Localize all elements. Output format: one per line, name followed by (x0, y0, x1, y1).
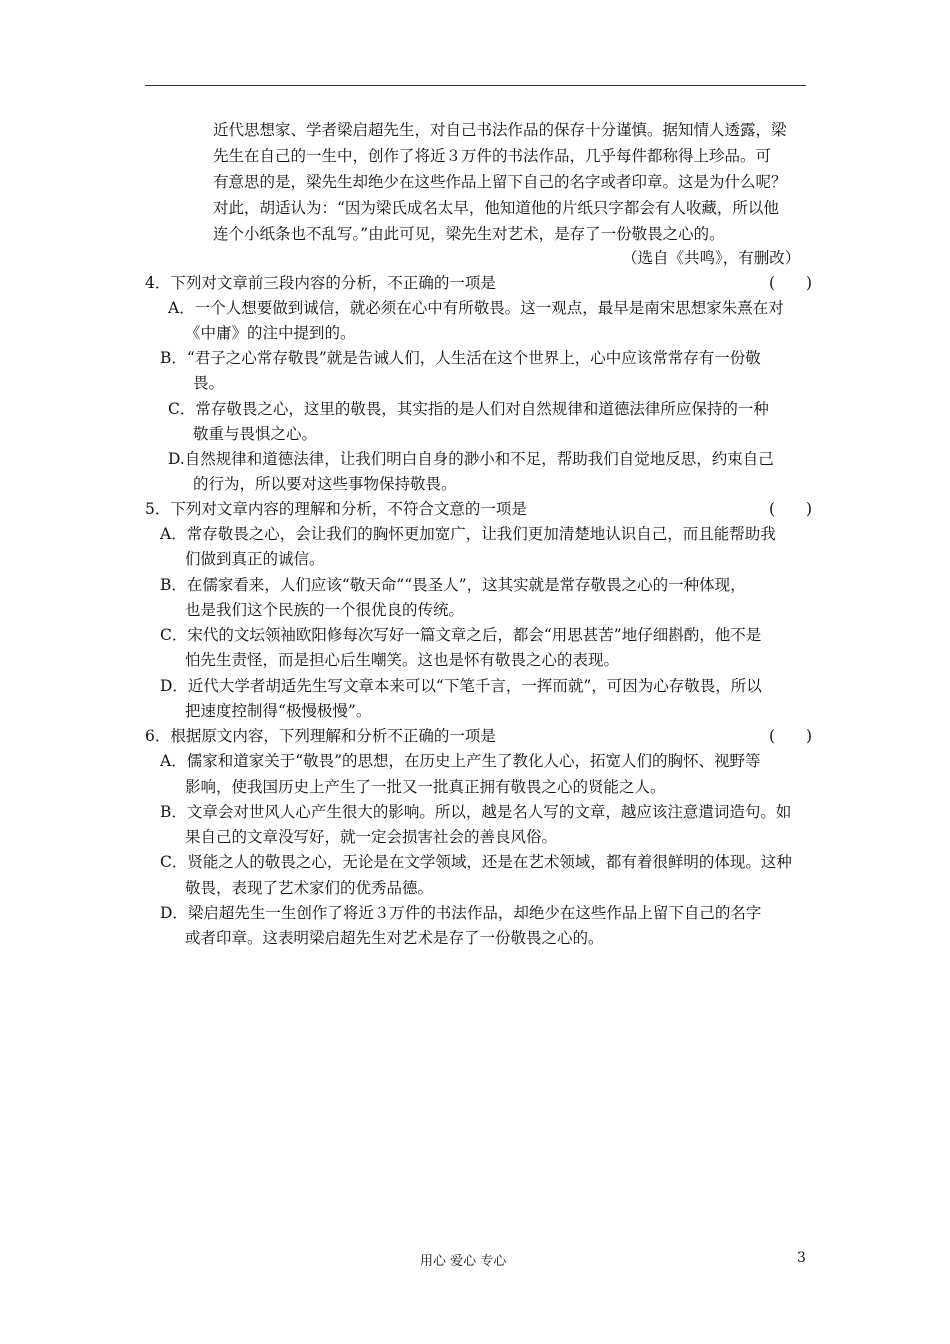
question-6-stem: 6．根据原文内容，下列理解和分析不正确的一项是 (145, 727, 496, 745)
question-5-stem: 5．下列对文章内容的理解和分析，不符合文意的一项是 (145, 500, 527, 518)
question-5-answer-bracket: ( ) (769, 500, 813, 518)
question-4-option-a-line-2: 《中庸》的注中提到的。 (185, 324, 356, 342)
question-4-option-c-line-1: C．常存敬畏之心，这里的敬畏，其实指的是人们对自然规律和道德法律所应保持的一种 (168, 400, 769, 418)
passage-line-5: 连个小纸条也不乱写。”由此可见，梁先生对艺术，是存了一份敬畏之心的。 (213, 225, 725, 243)
question-6-option-d-line-2: 或者印章。这表明梁启超先生对艺术是存了一份敬畏之心的。 (185, 929, 604, 947)
question-6-answer-bracket: ( ) (769, 727, 813, 745)
question-4-option-b-line-1: B．“君子之心常存敬畏”就是告诫人们，人生活在这个世界上，心中应该常常存有一份敬 (160, 349, 761, 367)
question-4-option-b-line-2: 畏。 (193, 374, 225, 392)
header-rule (145, 85, 806, 86)
question-5-option-b-line-1: B．在儒家看来，人们应该“敬天命”“畏圣人”，这其实就是常存敬畏之心的一种体现， (160, 576, 746, 594)
question-6-option-b-line-1: B．文章会对世风人心产生很大的影响。所以，越是名人写的文章，越应该注意遣词造句。如 (160, 803, 792, 821)
page-number: 3 (797, 1250, 806, 1266)
question-5-option-c-line-2: 怕先生责怪，而是担心后生嘲笑。这也是怀有敬畏之心的表现。 (185, 651, 620, 669)
question-6-option-b-line-2: 果自己的文章没写好，就一定会损害社会的善良风俗。 (185, 828, 558, 846)
question-4-answer-bracket: ( ) (769, 274, 813, 292)
question-4-option-c-line-2: 敬重与畏惧之心。 (193, 425, 318, 443)
passage-line-3: 有意思的是，梁先生却绝少在这些作品上留下自己的名字或者印章。这是为什么呢？ (213, 173, 787, 191)
passage-line-1: 近代思想家、学者梁启超先生，对自己书法作品的保存十分谨慎。据知情人透露，梁 (213, 121, 787, 139)
question-5-option-d-line-1: D．近代大学者胡适先生写文章本来可以“下笔千言，一挥而就”，可因为心存敬畏，所以 (160, 677, 762, 695)
question-6-option-c-line-1: C．贤能之人的敬畏之心，无论是在文学领域，还是在艺术领域，都有着很鲜明的体现。这种 (160, 853, 792, 871)
question-6-option-a-line-1: A．儒家和道家关于“敬畏”的思想，在历史上产生了教化人心，拓宽人们的胸怀、视野等 (160, 752, 761, 770)
question-4-option-d-line-2: 的行为，所以要对这些事物保持敬畏。 (193, 475, 457, 493)
passage-line-2: 先生在自己的一生中，创作了将近３万件的书法作品，几乎每件都称得上珍品。可 (213, 147, 772, 165)
question-5-option-a-line-1: A．常存敬畏之心，会让我们的胸怀更加宽广，让我们更加清楚地认识自己，而且能帮助我 (160, 525, 776, 543)
question-5-option-a-line-2: 们做到真正的诚信。 (185, 550, 325, 568)
question-4-stem: 4．下列对文章前三段内容的分析，不正确的一项是 (145, 274, 496, 292)
passage-line-4: 对此，胡适认为：“因为梁氏成名太早，他知道他的片纸只字都会有人收藏，所以他 (213, 199, 779, 217)
question-4-option-a-line-1: A．一个人想要做到诚信，就必须在心中有所敬畏。这一观点，最早是南宋思想家朱熹在对 (168, 299, 784, 317)
question-6-option-a-line-2: 影响，使我国历史上产生了一批又一批真正拥有敬畏之心的贤能之人。 (185, 778, 666, 796)
question-6-option-c-line-2: 敬畏，表现了艺术家们的优秀品德。 (185, 879, 434, 897)
page-footer: 用心 爱心 专心 (420, 1254, 507, 1269)
question-5-option-c-line-1: C．宋代的文坛领袖欧阳修每次写好一篇文章之后，都会“用思甚苦”地仔细斟酌，他不是 (160, 626, 762, 644)
question-6-option-d-line-1: D．梁启超先生一生创作了将近３万件的书法作品，却绝少在这些作品上留下自己的名字 (160, 904, 762, 922)
question-5-option-b-line-2: 也是我们这个民族的一个很优良的传统。 (185, 601, 465, 619)
question-5-option-d-line-2: 把速度控制得“极慢极慢”。 (185, 702, 372, 720)
question-4-option-d-line-1: D.自然规律和道德法律，让我们明白自身的渺小和不足，帮助我们自觉地反思，约束自己 (168, 450, 774, 468)
passage-source: （选自《共鸣》，有删改） (622, 249, 801, 267)
